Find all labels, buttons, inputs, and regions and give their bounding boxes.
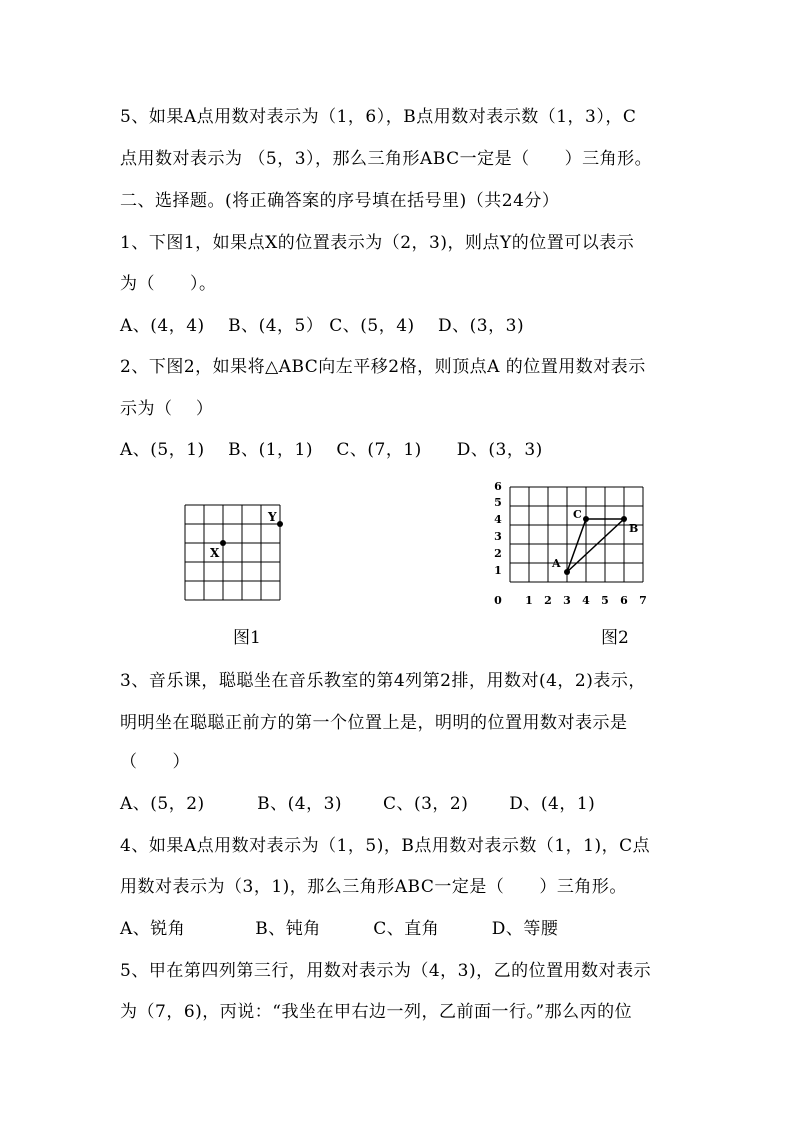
x-tick-7: 7 <box>639 594 647 607</box>
text-line-15: 用数对表示为（3，1)，那么三角形ABC一定是（ ）三角形。 <box>120 877 627 897</box>
text-line-8: 示为（ ） <box>120 399 214 419</box>
y-tick-6: 6 <box>494 480 502 493</box>
figure-1-grid <box>180 500 290 605</box>
triangle-abc <box>567 519 624 572</box>
text-line-9: A、(5，1) B、(1，1) C、(7，1) D、(3，3) <box>120 440 543 460</box>
y-tick-5: 5 <box>494 496 502 509</box>
vertex-a <box>564 569 570 575</box>
point-y <box>277 521 283 527</box>
vertex-a-label: A <box>552 557 561 570</box>
point-y-label: Y <box>268 510 277 524</box>
text-line-13: A、(5，2) B、(4，3) C、(3，2) D、(4，1) <box>120 794 596 814</box>
text-line-5: 为（ ）。 <box>120 274 217 294</box>
text-line-4: 1、下图1，如果点X的位置表示为（2，3)，则点Y的位置可以表示 <box>120 233 635 253</box>
text-line-11: 明明坐在聪聪正前方的第一个位置上是，明明的位置用数对表示是 <box>120 713 628 733</box>
x-tick-0: 0 <box>494 594 502 607</box>
text-line-16: A、锐角 B、钝角 C、直角 D、等腰 <box>120 919 559 939</box>
figure-1-caption: 图1 <box>233 628 261 648</box>
x-tick-5: 5 <box>601 594 609 607</box>
x-tick-6: 6 <box>620 594 628 607</box>
text-line-1: 5、如果A点用数对表示为（1，6），B点用数对表示数（1，3），C <box>120 107 637 127</box>
text-line-18: 为（7，6)，丙说：“我坐在甲右边一列，乙前面一行。”那么丙的位 <box>120 1002 633 1022</box>
figure-2-caption: 图2 <box>601 628 629 648</box>
vertex-c-label: C <box>573 508 582 521</box>
vertex-b-label: B <box>629 522 639 535</box>
x-tick-3: 3 <box>563 594 571 607</box>
figure-2-grid <box>484 474 654 614</box>
x-tick-4: 4 <box>582 594 590 607</box>
text-line-12: （ ） <box>120 752 190 772</box>
y-tick-1: 1 <box>494 564 502 577</box>
text-line-14: 4、如果A点用数对表示为（1，5)，B点用数对表示数（1，1)，C点 <box>120 836 651 856</box>
x-tick-1: 1 <box>525 594 533 607</box>
text-line-7: 2、下图2，如果将△ABC向左平移2格，则顶点A 的位置用数对表示 <box>120 357 646 377</box>
y-tick-4: 4 <box>494 513 502 526</box>
vertex-b <box>621 516 627 522</box>
text-line-3: 二、选择题。(将正确答案的序号填在括号里)（共24分） <box>120 191 560 211</box>
text-line-17: 5、甲在第四列第三行，用数对表示为（4，3)，乙的位置用数对表示 <box>120 961 652 981</box>
point-x <box>220 540 226 546</box>
text-line-10: 3、音乐课，聪聪坐在音乐教室的第4列第2排，用数对(4，2)表示， <box>120 671 646 691</box>
y-tick-2: 2 <box>494 547 502 560</box>
text-line-6: A、(4，4) B、(4，5） C、(5，4) D、(3，3) <box>120 316 525 336</box>
y-tick-3: 3 <box>494 530 502 543</box>
point-x-label: X <box>210 546 220 560</box>
x-tick-2: 2 <box>544 594 552 607</box>
text-line-2: 点用数对表示为 （5，3），那么三角形ABC一定是（ ）三角形。 <box>120 149 653 169</box>
vertex-c <box>583 516 589 522</box>
